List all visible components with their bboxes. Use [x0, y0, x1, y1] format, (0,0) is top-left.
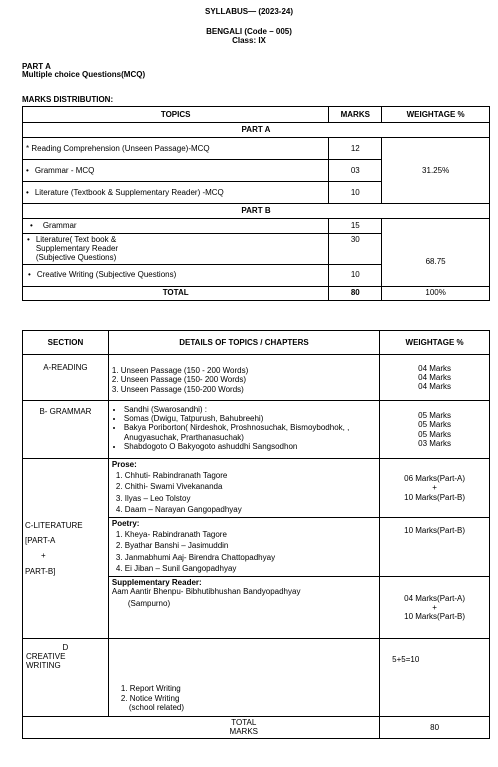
poetry-item: 2. Byathar Banshi – Jasimuddin	[115, 541, 229, 551]
sections-table	[22, 330, 490, 739]
total-spacer	[23, 716, 109, 738]
supplementary-text: Aam Aantir Bhenpu- Bibhutibhushan Bandyopadhyay	[111, 587, 301, 597]
weightage-part-b: 68.75	[382, 219, 490, 287]
topic-grammar-mcq: • Grammar - MCQ	[23, 160, 329, 182]
reading-weights: 04 Marks 04 Marks 04 Marks	[380, 355, 490, 401]
section-literature: C-LITERATURE [PART-A + PART-B]	[23, 459, 109, 639]
topic-grammar: • Grammar	[23, 219, 329, 234]
total-marks: 80	[329, 286, 382, 300]
writing-note: (school related)	[128, 702, 185, 712]
prose-label: Prose:	[111, 460, 137, 469]
writing-weight: 5+5=10	[380, 638, 490, 716]
marks-grammar-mcq: 03	[329, 160, 382, 182]
header-topics: TOPICS	[23, 107, 329, 123]
writing-item: 2. Notice Writing	[120, 693, 180, 703]
section-grammar: B- GRAMMAR	[23, 401, 109, 459]
marks-distribution-table	[22, 106, 490, 301]
part-a-subtitle: Multiple choice Questions(MCQ)	[22, 70, 146, 79]
syllabus-title: SYLLABUS— (2023-24)	[204, 7, 294, 16]
poetry-label: Poetry:	[111, 518, 140, 528]
topic-reading-mcq: * Reading Comprehension (Unseen Passage)-MCQ	[23, 138, 329, 160]
prose-weights: 06 Marks(Part-A) + 10 Marks(Part-B)	[380, 459, 490, 518]
marks-reading-mcq: 12	[329, 138, 382, 160]
prose-item: 2. Chithi- Swami Vivekananda	[115, 482, 223, 492]
marks-literature-mcq: 10	[329, 182, 382, 204]
total-label: TOTAL	[23, 286, 329, 300]
marks-literature: 30	[329, 234, 382, 265]
writing-item: 1. Report Writing	[120, 684, 181, 694]
sections-total-label: TOTAL MARKS	[108, 716, 379, 738]
grammar-weights: 05 Marks 05 Marks 05 Marks 03 Marks	[380, 401, 490, 459]
grammar-item: • Shabdogoto O Bakyogoto ashuddhi Sangsodhon	[124, 442, 376, 451]
section-reading: A-READING	[23, 355, 109, 401]
reading-item: 2. Unseen Passage (150- 200 Words)	[111, 375, 247, 385]
part-a-title: PART A	[22, 62, 51, 71]
supplementary-sub: (Sampurno)	[127, 599, 171, 609]
writing-details	[108, 638, 379, 716]
class-label: Class: IX	[232, 36, 266, 45]
grammar-item: • Somas (Dwigu, Tatpurush, Bahubreehi)	[124, 414, 376, 423]
header-section: SECTION	[23, 331, 109, 355]
prose-details	[108, 459, 379, 518]
sections-total-value: 80	[380, 716, 490, 738]
marks-creative-writing: 10	[329, 264, 382, 286]
prose-item: 1. Chhuti- Rabindranath Tagore	[115, 471, 228, 481]
marks-distribution-label: MARKS DISTRIBUTION:	[22, 95, 114, 104]
grammar-item: • Sandhi (Swarosandhi) :	[124, 405, 376, 414]
reading-details	[108, 355, 379, 401]
marks-grammar: 15	[329, 219, 382, 234]
topic-literature: • Literature( Text book & Supplementary Reader (Subjective Questions)	[23, 234, 329, 265]
prose-item: 4. Daam – Narayan Gangopadhyay	[115, 504, 242, 514]
part-a-row-label: PART A	[23, 123, 490, 138]
topic-creative-writing: • Creative Writing (Subjective Questions)	[23, 264, 329, 286]
section-writing: D CREATIVE WRITING	[23, 638, 109, 716]
grammar-item: • Bakya Poriborton( Nirdeshok, Proshnosuchak, Bismoybodhok, , Anugyasuchak, Prarthanasuchak)	[124, 423, 376, 441]
reading-item: 1. Unseen Passage (150 - 200 Words)	[111, 366, 249, 376]
header-marks: MARKS	[329, 107, 382, 123]
poetry-details	[108, 517, 379, 576]
header-weightage: WEIGHTAGE %	[382, 107, 490, 123]
grammar-details	[108, 401, 379, 459]
prose-item: 3. Ilyas – Leo Tolstoy	[115, 493, 191, 503]
supplementary-weights: 04 Marks(Part-A) + 10 Marks(Part-B)	[380, 576, 490, 638]
poetry-item: 3. Janmabhumi Aaj- Birendra Chattopadhyay	[115, 552, 276, 562]
total-weightage: 100%	[382, 286, 490, 300]
supplementary-label: Supplementary Reader:	[111, 577, 202, 587]
header-section-weightage: WEIGHTAGE %	[380, 331, 490, 355]
weightage-part-a: 31.25%	[382, 138, 490, 204]
reading-item: 3. Unseen Passage (150-200 Words)	[111, 384, 244, 394]
poetry-item: 1. Kheya- Rabindranath Tagore	[115, 530, 227, 540]
header-details: DETAILS OF TOPICS / CHAPTERS	[108, 331, 379, 355]
subject-code: BENGALI (Code – 005)	[206, 27, 292, 36]
poetry-item: 4. Ei Jiban – Sunil Gangopadhyay	[115, 563, 237, 573]
part-b-row-label: PART B	[23, 204, 490, 219]
poetry-weight: 10 Marks(Part-B)	[380, 517, 490, 576]
topic-literature-mcq: • Literature (Textbook & Supplementary Reader) -MCQ	[23, 182, 329, 204]
supplementary-details	[108, 576, 379, 638]
